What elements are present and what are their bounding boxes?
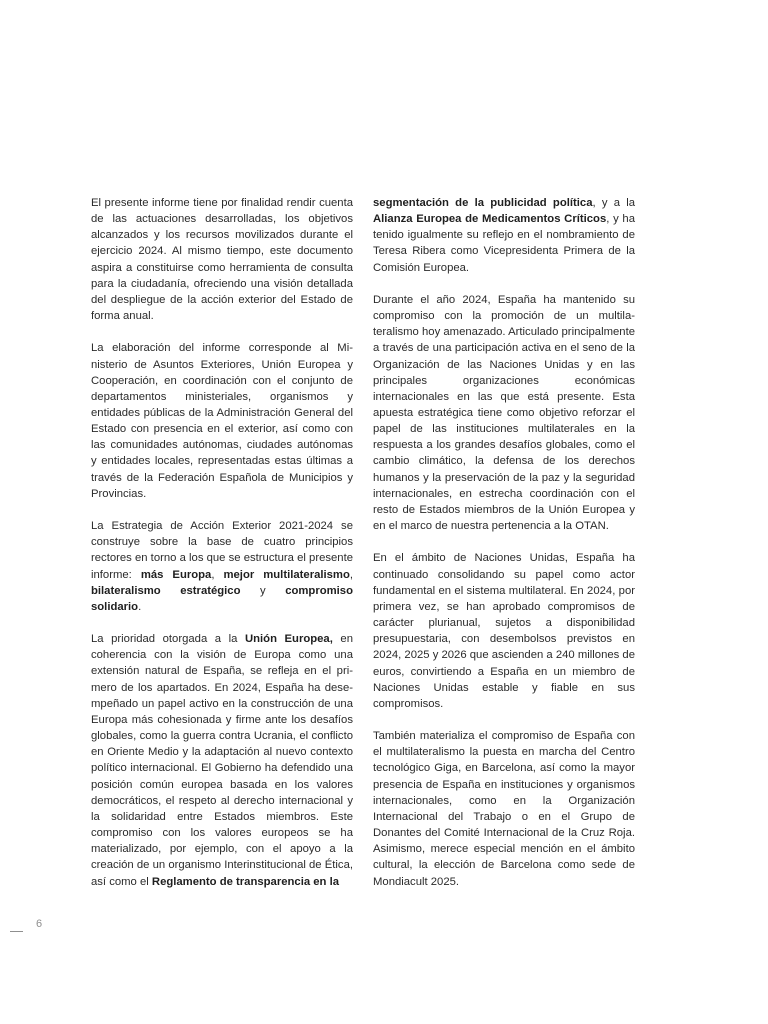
principle-compromiso-solidario: compromiso solidario: [91, 584, 353, 613]
left-column: [91, 195, 353, 890]
paragraph-continuation: [373, 195, 635, 276]
paragraph-text: , y ha tenido igualmente su reflejo en el nombramiento de Teresa Ribera como Vicepresidenta Primera de la Comisión Europea.: [373, 213, 635, 274]
paragraph-elaboration: La elaboración del informe corresponde al Ministerio de Asuntos Exteriores, Unión Europea y Cooperación, en coordinación con el conjunto de departamentos ministeriales, organismos y entidades públicas de la Administración General del Estado con presencia en el exterior, así como con las comunidades autónomas, ciudades autónomas y entidades locales, representadas estas últimas a través de la Federación Española de Municipios y Provincias.: [91, 342, 353, 500]
paragraph-text: ,: [349, 568, 354, 581]
paragraph-text: y: [240, 584, 286, 597]
paragraph-text: ,: [211, 568, 224, 581]
paragraph-intro: El presente informe tiene por finalidad rendir cuenta de las actuaciones desarrolladas, los objetivos alcanzados y los recursos movilizados durante el ejercicio 2024. Al mismo tiempo, este documento aspira a constituirse como herramienta de consulta para la ciudadanía, ofreciendo una visión detallada del despliegue de la acción exterior del Estado de forma anual.: [91, 197, 353, 323]
paragraph-text: La Estrategia de Acción Exterior 2021-2024 se construye sobre la base de cuatro principios rectores en torno a los que se estructura el presente informe:: [91, 520, 353, 581]
paragraph-text: La prioridad otorgada a la: [91, 633, 245, 646]
emphasis-segmentacion: segmentación de la publicidad política: [373, 197, 593, 209]
paragraph-giga-barcelona: También materializa el compromiso de España con el multilateralismo la puesta en marcha del Centro tecnológico Giga, en Barcelona, así como la mayor presencia de España en instituciones y organismos internacionales, como en la Organización Internacional del Trabajo o en el Grupo de Donantes del Comité Internacional de la Cruz Roja. Asimismo, merece especial mención en el ámbito cultural, la elección de Barcelona como sede de Mondiacult 2025.: [373, 730, 635, 888]
paragraph-union-europea: [91, 631, 353, 890]
emphasis-reglamento: Reglamento de transparencia en la: [151, 875, 339, 888]
paragraph-multilateralismo: Durante el año 2024, España ha mantenido su compromiso con la promoción de un multilateralismo hoy amenazado. Articulado principalmente a través de una participación activa en el seno de la Organización de las Naciones Unidas y en las principales organizaciones económicas internacionales en las que está presente. Esta apuesta estratégica tiene como objetivo reforzar el papel de las instituciones multilaterales en la respuesta a los grandes desafíos globales, como el cambio climático, la defensa de los derechos humanos y la preservación de la paz y la seguridad internacionales, en estrecha coordinación con el resto de Estados miembros de la Unión Europea y en el marco de nuestra pertenencia a la OTAN.: [373, 293, 635, 533]
paragraph-text: , y a la: [592, 197, 636, 209]
emphasis-union-europea: Unión Europea,: [244, 633, 333, 646]
principle-mas-europa: más Europa: [140, 568, 212, 581]
paragraph-strategy: [91, 518, 353, 615]
principle-multilateralismo: mejor multilateralismo: [223, 568, 350, 581]
principle-bilateralismo: bilateralismo estratégico: [91, 584, 241, 597]
emphasis-alianza-medicamentos: Alianza Europea de Medicamentos Críticos: [373, 213, 607, 226]
paragraph-naciones-unidas: En el ámbito de Naciones Unidas, España ha continuado consolidando su papel como actor fundamental en el sistema multilateral. En 2024, por primera vez, se han aprobado compromisos de carácter plurianual, sujetos a disponibilidad presupuestaria, con desembolsos previstos en 2024, 2025 y 2026 que ascienden a 240 millones de euros, convirtiendo a España en un miembro de Naciones Unidas estable y fiable en sus compromisos.: [373, 552, 635, 710]
paragraph-text: en coherencia con la visión de Europa como una extensión natural de España, se refleja en el primero de los apartados. En 2024, España ha desempeñado un papel activo en la construcción de una Europa más cohesionada y firme ante los desafíos globales, como la guerra contra Ucrania, el conflicto en Oriente Medio y la adaptación al nuevo contexto político internacional. El Gobierno ha defendido una posición común europea basada en los valores democráticos, el respeto al derecho internacional y la solidaridad entre Estados miembros. Este compromiso con los valores europeos se ha materializado, por ejemplo, con el apoyo a la creación de un organismo Interinstitucional de Ética, así como el: [91, 633, 353, 888]
paragraph-text: .: [138, 600, 142, 613]
right-column: [373, 195, 635, 890]
page-number-rule: [10, 931, 23, 932]
page-number: 6: [36, 918, 43, 930]
